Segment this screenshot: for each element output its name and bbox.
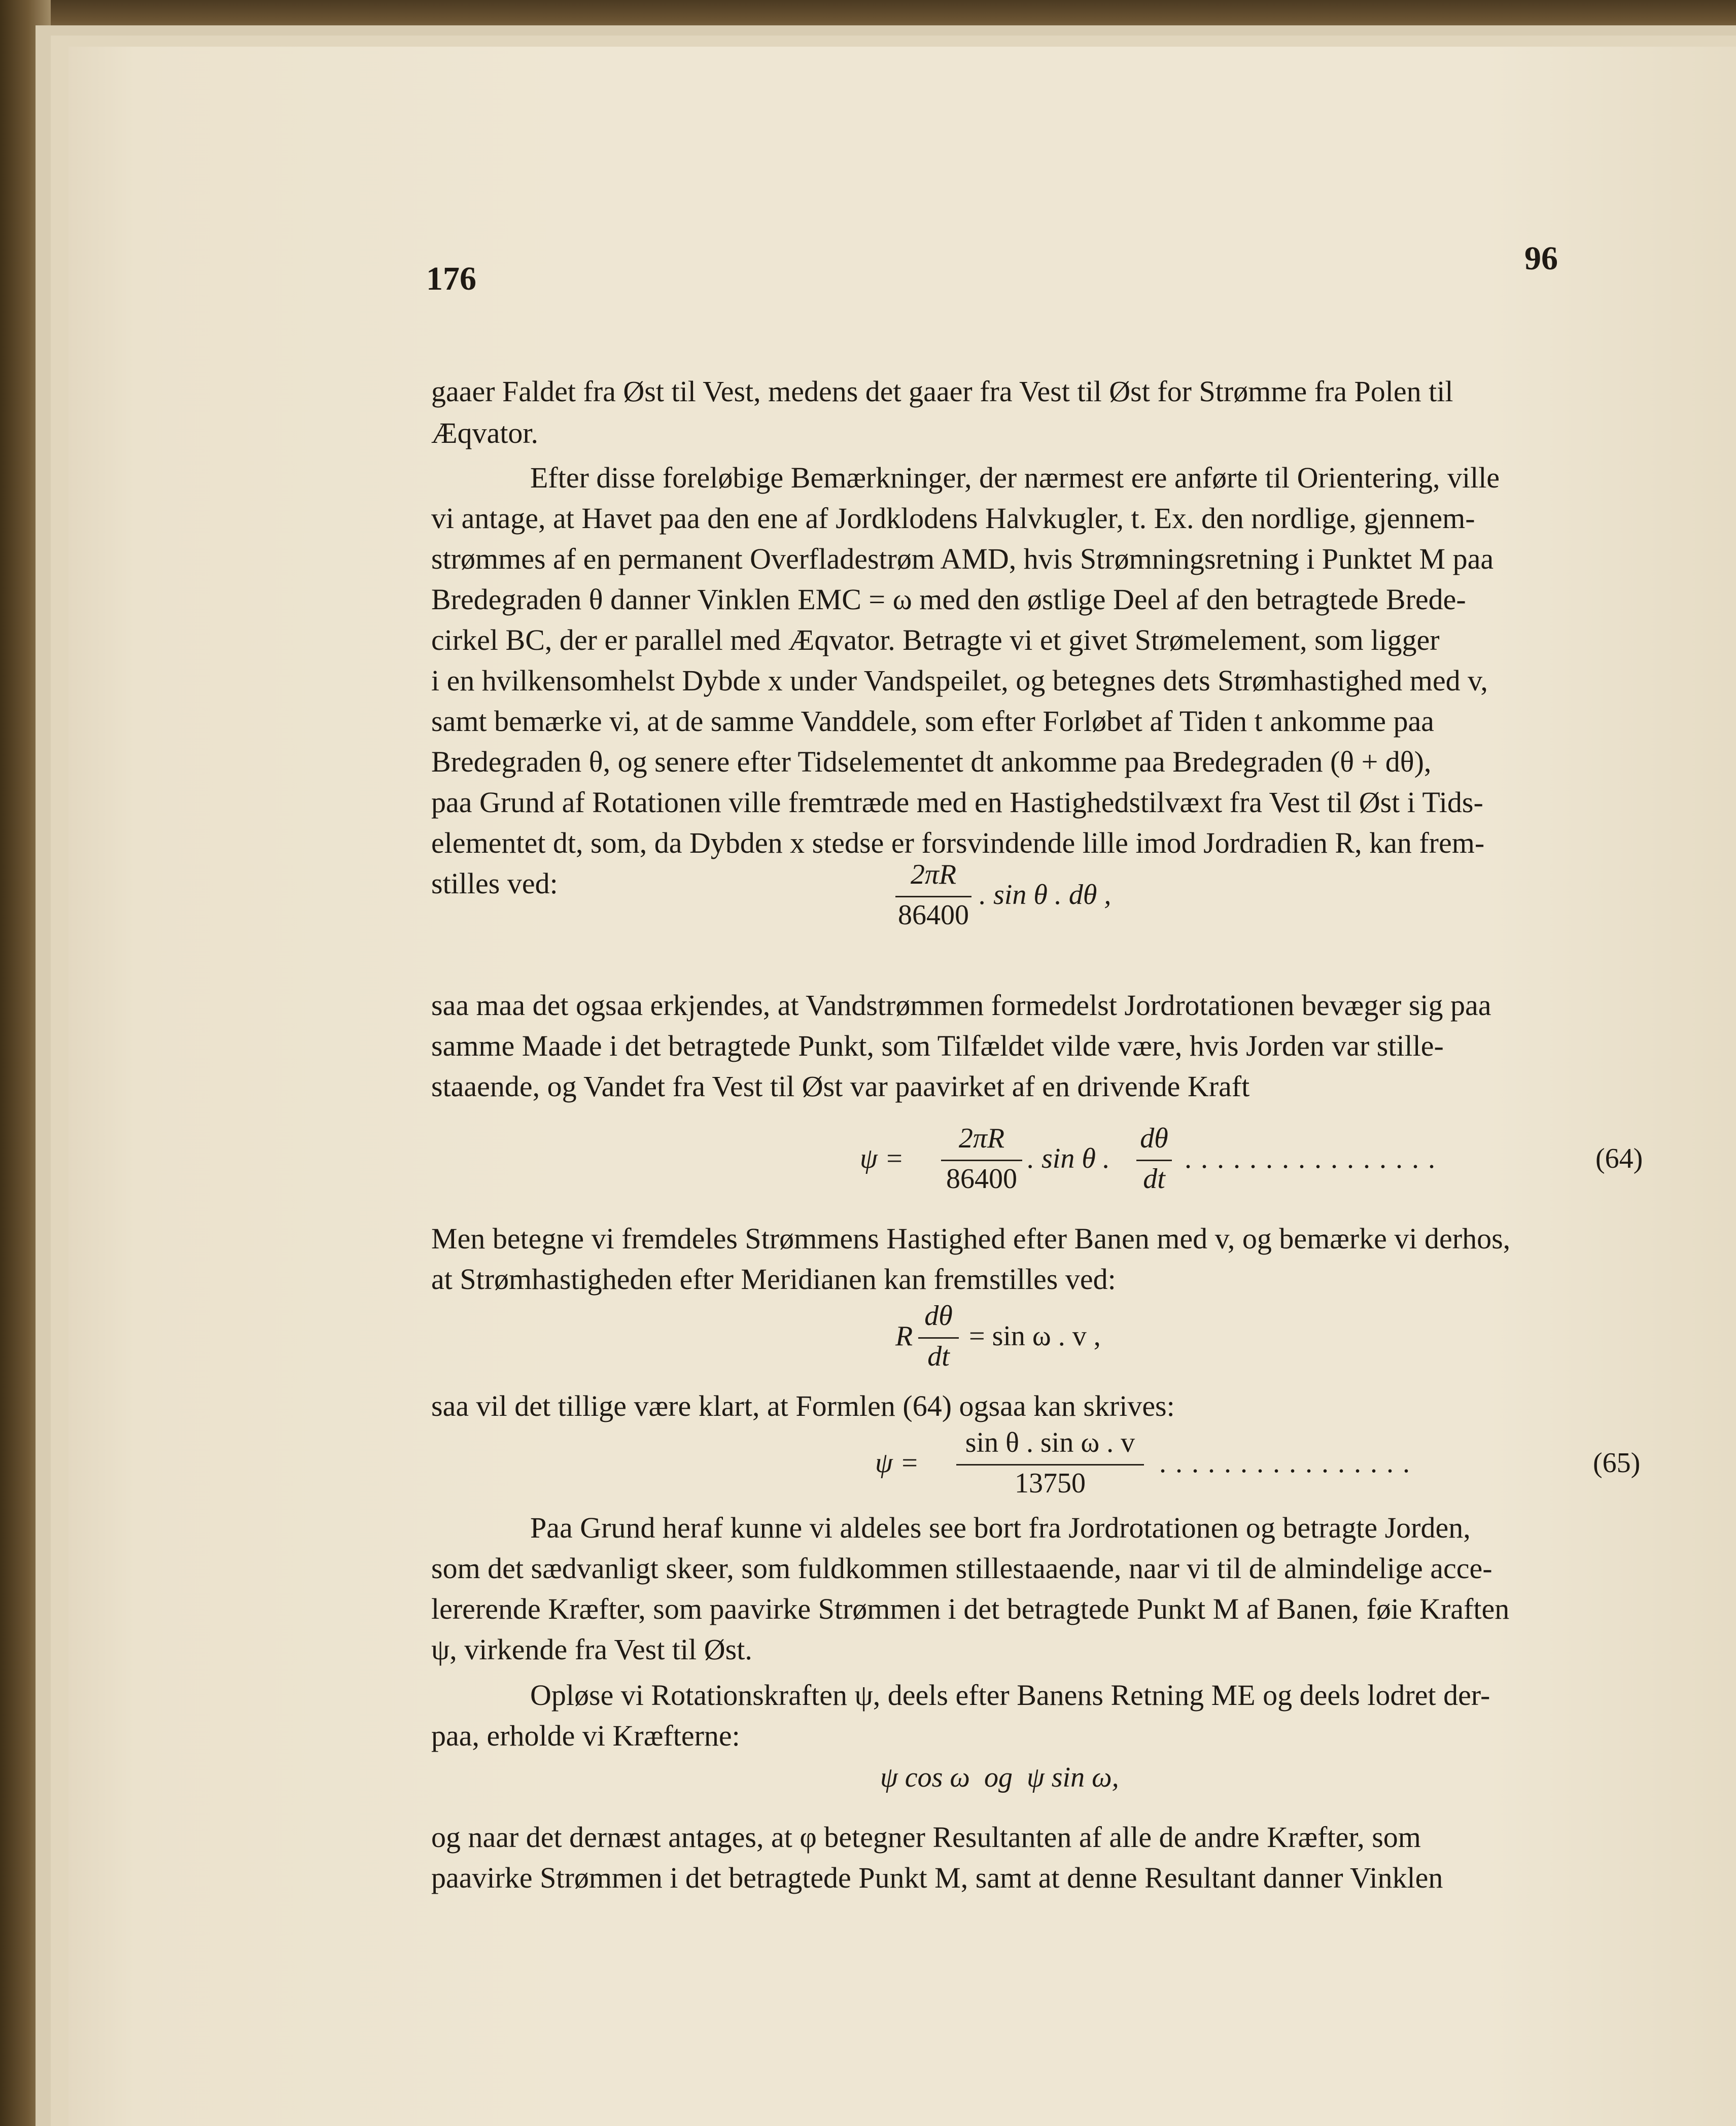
leader-dots: ................: [1159, 1447, 1419, 1479]
text-line: paa Grund af Rotationen ville fremtræde med en Hastighedstilvæxt fra Vest til Øst i Tids-: [431, 786, 1483, 819]
formula-65: [875, 1426, 1651, 1508]
formula-meridian-speed: [895, 1300, 1251, 1381]
text-line: som det sædvanligt skeer, som fuldkommen stillestaaende, naar vi til de almindelige acce-: [431, 1552, 1492, 1585]
text-line: saa vil det tillige være klart, at Formlen (64) ogsaa kan skrives:: [431, 1389, 1175, 1422]
text-line: Men betegne vi fremdeles Strømmens Hastighed efter Banen med v, og bemærke vi derhos,: [431, 1222, 1511, 1255]
fraction-bar: [956, 1464, 1144, 1466]
text-line: saa maa det ogsaa erkjendes, at Vandstrømmen formedelst Jordrotationen bevæger sig paa: [431, 989, 1491, 1022]
fraction-bar-2: [1136, 1160, 1172, 1161]
formula-rotation-velocity: [895, 858, 1301, 939]
equation-number-65: (65): [1593, 1447, 1641, 1479]
text-line: samt bemærke vi, at de samme Vanddele, som efter Forløbet af Tiden t ankomme paa: [431, 705, 1434, 738]
text-line: elementet dt, som, da Dybden x stedse er forsvindende lille imod Jordradien R, kan frem-: [431, 826, 1485, 859]
formula-lhs: ψ =: [860, 1143, 904, 1174]
text-line: vi antage, at Havet paa den ene af Jordklodens Halvkugler, t. Ex. den nordlige, gjennem-: [431, 502, 1475, 535]
fraction-numerator: dθ: [924, 1300, 953, 1332]
leader-dots: ................: [1185, 1143, 1444, 1174]
fraction-numerator: 2πR: [958, 1123, 1005, 1154]
formula-mid: . sin θ .: [1027, 1143, 1110, 1174]
formula-components: [880, 1761, 1286, 1802]
text-line: paa, erholde vi Kræfterne:: [431, 1719, 740, 1752]
text-line: at Strømhastigheden efter Meridianen kan fremstilles ved:: [431, 1263, 1116, 1296]
fraction-denominator: dt: [927, 1341, 950, 1372]
text-line: strømmes af en permanent Overfladestrøm AMD, hvis Strømningsretning i Punktet M paa: [431, 542, 1494, 575]
fraction-bar: [918, 1337, 959, 1339]
book-page: [68, 47, 1736, 2126]
fraction-numerator-2: dθ: [1140, 1123, 1168, 1154]
text-line: samme Maade i det betragtede Punkt, som Tilfældet vilde være, hvis Jorden var stille-: [431, 1029, 1444, 1062]
text-line: paavirke Strømmen i det betragtede Punkt M, samt at denne Resultant danner Vinklen: [431, 1861, 1443, 1894]
fraction-numerator: 2πR: [910, 859, 957, 890]
text-line: Bredegraden θ, og senere efter Tidselementet dt ankomme paa Bredegraden (θ + dθ),: [431, 745, 1432, 778]
text-line: staaende, og Vandet fra Vest til Øst var paavirket af en drivende Kraft: [431, 1070, 1250, 1103]
text-line: stilles ved:: [431, 867, 558, 900]
formula-lhs: R: [895, 1320, 913, 1352]
text-line: og naar det dernæst antages, at φ betegner Resultanten af alle de andre Kræfter, som: [431, 1821, 1421, 1854]
text-line: i en hvilkensomhelst Dybde x under Vandspeilet, og betegnes dets Strømhastighed med v,: [431, 664, 1488, 697]
text-line: Æqvator.: [431, 416, 539, 449]
formula-tail: = sin ω . v ,: [969, 1320, 1101, 1352]
page-number-left: 176: [426, 260, 476, 297]
formula-lhs: ψ =: [875, 1447, 919, 1479]
fraction-denominator: 86400: [946, 1163, 1017, 1195]
fraction-denominator-2: dt: [1143, 1163, 1165, 1195]
text-line: Opløse vi Rotationskraften ψ, deels efter Banens Retning ME og deels lodret der-: [530, 1679, 1490, 1712]
equation-number-64: (64): [1595, 1143, 1643, 1174]
fraction-bar: [941, 1160, 1022, 1161]
page-number-right: 96: [1524, 240, 1558, 277]
text-line: cirkel BC, der er parallel med Æqvator. Betragte vi et givet Strømelement, som ligger: [431, 623, 1440, 656]
text-line: Bredegraden θ danner Vinklen EMC = ω med den østlige Deel af den betragtede Brede-: [431, 583, 1466, 616]
text-line: Efter disse foreløbige Bemærkninger, der nærmest ere anførte til Orientering, ville: [530, 461, 1500, 494]
fraction-bar: [895, 896, 971, 897]
text-line: ψ, virkende fra Vest til Øst.: [431, 1633, 752, 1666]
text-line: lererende Kræfter, som paavirke Strømmen i det betragtede Punkt M af Banen, føie Kraften: [431, 1592, 1510, 1625]
formula-64: [860, 1122, 1651, 1203]
formula-text: ψ cos ω og ψ sin ω,: [880, 1762, 1119, 1793]
formula-tail: . sin θ . dθ ,: [979, 879, 1112, 911]
fraction-denominator: 13750: [1015, 1468, 1086, 1499]
text-line: Paa Grund heraf kunne vi aldeles see bort fra Jordrotationen og betragte Jorden,: [530, 1511, 1471, 1544]
fraction-numerator: sin θ . sin ω . v: [965, 1427, 1135, 1458]
text-line: gaaer Faldet fra Øst til Vest, medens det gaaer fra Vest til Øst for Strømme fra Polen til: [431, 375, 1453, 408]
fraction-denominator: 86400: [898, 899, 969, 931]
